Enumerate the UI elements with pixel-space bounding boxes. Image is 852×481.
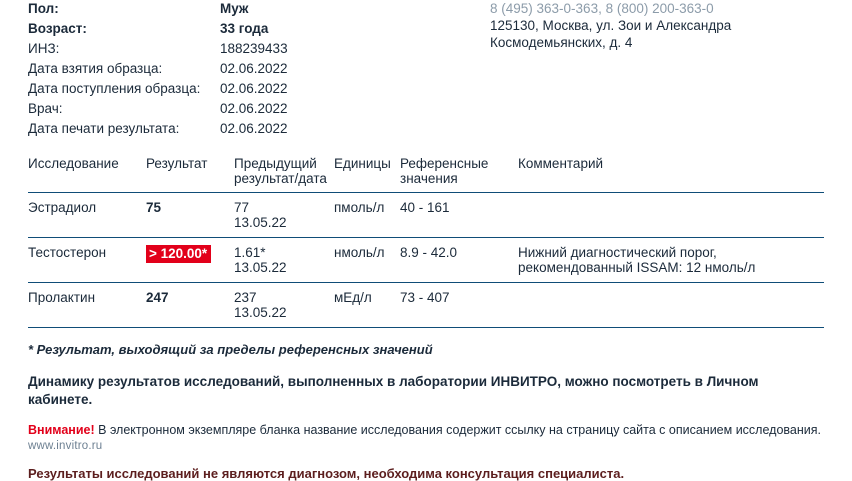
clinic-address-line-1: 125130, Москва, ул. Зои и Александра (490, 18, 732, 33)
patient-age-value: 33 года (220, 20, 269, 36)
table-row (28, 118, 468, 138)
attention-text: В электронном экземпляре бланка название исследования содержит ссылку на страницу сайта с описанием исследования. (94, 423, 821, 437)
clinic-contact-block (490, 0, 731, 138)
reference-range: 73 - 407 (400, 283, 518, 328)
table-row (28, 238, 824, 283)
test-result-cell (146, 193, 234, 238)
col-header-previous-line2: результат/дата (234, 171, 327, 186)
out-of-range-footnote: * Результат, выходящий за пределы референсных значений (28, 342, 433, 357)
clinic-address-line-2: Космодемьянских, д. 4 (490, 35, 633, 50)
previous-result-value: 237 (234, 290, 257, 305)
table-row (28, 193, 824, 238)
test-units: мЕд/л (334, 283, 400, 328)
table-row (28, 98, 468, 118)
header-info-area (28, 0, 824, 138)
reference-range: 8.9 - 42.0 (400, 238, 518, 283)
previous-result-value: 1.61* (234, 245, 266, 260)
results-table-head (28, 156, 824, 193)
patient-info-table (28, 0, 468, 138)
print-date-value: 02.06.2022 (220, 120, 288, 136)
previous-result-date: 13.05.22 (234, 215, 287, 230)
col-header-reference-line1: Референсные (400, 156, 489, 171)
patient-info-body (28, 0, 468, 138)
results-table (28, 156, 824, 328)
disclaimer-note: Результаты исследований не являются диагнозом, необходима консультация специалиста. (28, 466, 625, 481)
table-row (28, 58, 468, 78)
previous-result-cell (234, 238, 334, 283)
test-units: пмоль/л (334, 193, 400, 238)
col-header-reference-line2: значения (400, 171, 458, 186)
attention-note (28, 423, 824, 438)
previous-result-cell (234, 283, 334, 328)
col-header-units: Единицы (334, 156, 391, 171)
col-header-comment: Комментарий (518, 156, 604, 171)
patient-sex-value: Муж (220, 0, 249, 16)
table-header-row (28, 156, 824, 193)
table-row (28, 283, 824, 328)
test-comment-line1: Нижний диагностический порог, (518, 245, 717, 260)
sample-received-date-value: 02.06.2022 (220, 80, 288, 96)
test-result-cell (146, 238, 234, 283)
test-name: Пролактин (28, 283, 146, 328)
test-units: нмоль/л (334, 238, 400, 283)
col-header-result: Результат (146, 156, 208, 171)
patient-age-label: Возраст: (28, 20, 87, 36)
test-comment (518, 238, 824, 283)
test-result-value: 75 (146, 200, 162, 215)
clinic-phones: 8 (495) 363-0-363, 8 (800) 200-363-0 (490, 1, 714, 16)
test-result-value: 247 (146, 290, 169, 305)
website-link[interactable]: www.invitro.ru (28, 440, 103, 452)
print-date-label: Дата печати результата: (28, 120, 180, 136)
table-row (28, 18, 468, 38)
test-comment (518, 283, 824, 328)
previous-result-date: 13.05.22 (234, 260, 287, 275)
col-header-reference (400, 156, 518, 193)
test-name: Эстрадиол (28, 193, 146, 238)
attention-label: Внимание! (28, 423, 95, 437)
previous-result-date: 13.05.22 (234, 305, 287, 320)
test-comment-line2: рекомендованный ISSAM: 12 нмоль/л (518, 260, 756, 275)
inz-value: 188239433 (220, 40, 288, 56)
table-row (28, 0, 468, 18)
doctor-value: 02.06.2022 (220, 100, 288, 116)
col-header-previous-line1: Предыдущий (234, 156, 317, 171)
status-badge: > 120.00* (146, 245, 211, 263)
results-table-body (28, 193, 824, 328)
previous-result-cell (234, 193, 334, 238)
dynamics-note: Динамику результатов исследований, выполненных в лаборатории ИНВИТРО, можно посмотреть в Личном кабинете. (28, 374, 759, 407)
patient-sex-label: Пол: (28, 0, 59, 16)
reference-range: 40 - 161 (400, 193, 518, 238)
table-row (28, 78, 468, 98)
sample-taken-date-label: Дата взятия образца: (28, 60, 163, 76)
previous-result-value: 77 (234, 200, 250, 215)
test-name: Тестостерон (28, 238, 146, 283)
doctor-label: Врач: (28, 100, 63, 116)
col-header-previous (234, 156, 334, 193)
inz-label: ИНЗ: (28, 40, 60, 56)
test-result-cell (146, 283, 234, 328)
test-comment (518, 193, 824, 238)
col-header-name: Исследование (28, 156, 119, 171)
table-row (28, 38, 468, 58)
sample-taken-date-value: 02.06.2022 (220, 60, 288, 76)
sample-received-date-label: Дата поступления образца: (28, 80, 201, 96)
